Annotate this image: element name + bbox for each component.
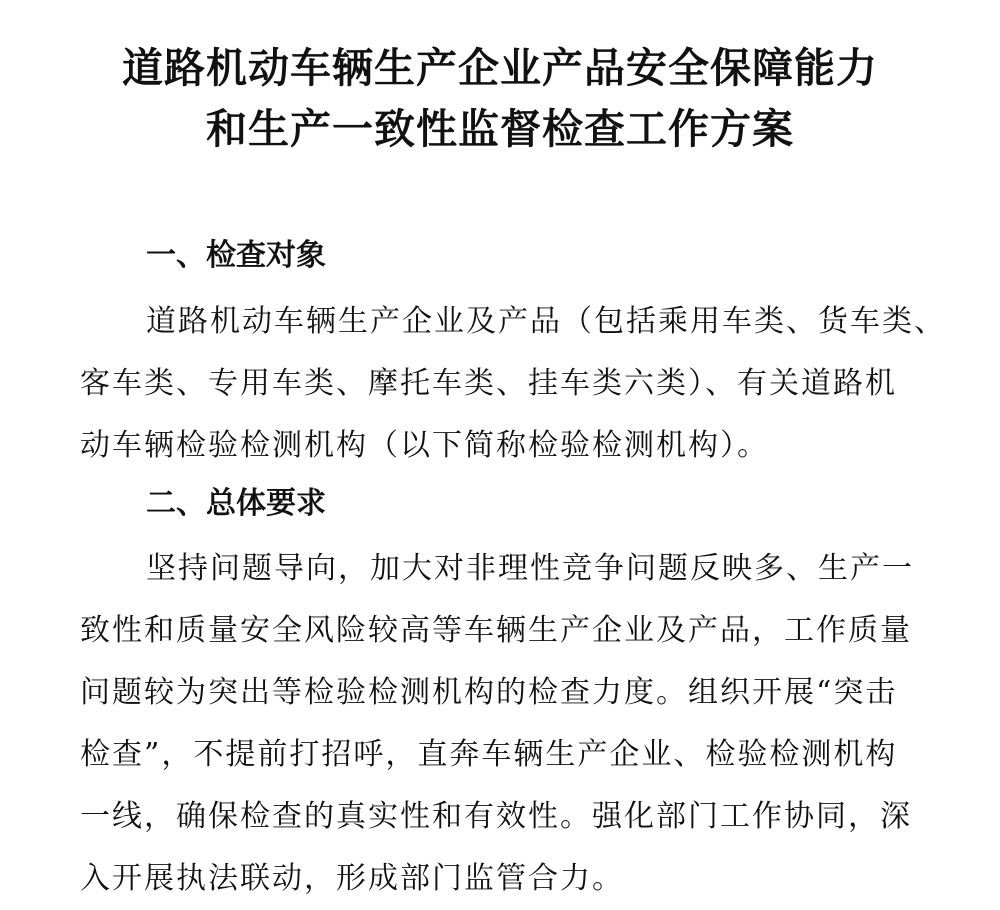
paragraph-line: 坚持问题导向，加大对非理性竞争问题反映多、生产一 [146,551,914,586]
section-heading-inspection-targets: 一、检查对象 [146,238,326,273]
paragraph-line: 致性和质量安全风险较高等车辆生产企业及产品，工作质量 [80,613,912,648]
paragraph-line: 道路机动车辆生产企业及产品（包括乘用车类、货车类、 [146,304,946,339]
section-body-general-requirements [80,538,940,910]
document-title-line-1: 道路机动车辆生产企业产品安全保障能力 [122,44,878,92]
section-body-inspection-targets [80,291,946,477]
document-title-line-2: 和生产一致性监督检查工作方案 [206,105,794,153]
section-heading-general-requirements: 二、总体要求 [146,486,326,521]
paragraph-line: 客车类、专用车类、摩托车类、挂车类六类）、有关道路机 [80,366,897,401]
paragraph-line: 入开展执法联动，形成部门监管合力。 [80,861,624,896]
paragraph-line: 一线，确保检查的真实性和有效性。强化部门工作协同，深 [80,799,912,834]
paragraph-line: 动车辆检验检测机构（以下简称检验检测机构）。 [80,428,769,463]
paragraph-line: 问题较为突出等检验检测机构的检查力度。组织开展“突击 [80,675,898,710]
paragraph-line: 检查”，不提前打招呼，直奔车辆生产企业、检验检测机构 [80,737,898,772]
